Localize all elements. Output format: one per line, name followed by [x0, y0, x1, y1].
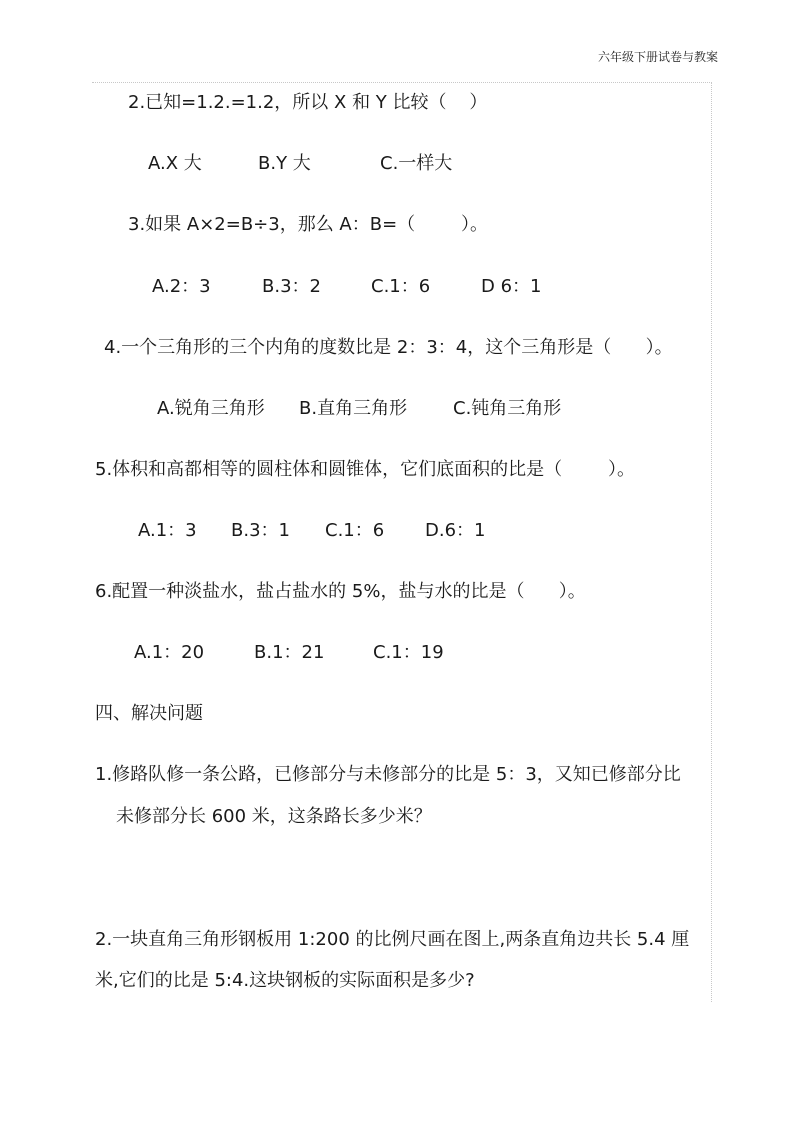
q2-option-a: A.X 大 — [148, 153, 202, 174]
q4-option-b: B.直角三角形 — [299, 398, 408, 419]
question-2: 2.已知=1.2.=1.2，所以 X 和 Y 比较（ ） — [128, 92, 488, 113]
q2-option-c: C.一样大 — [380, 153, 453, 174]
question-3: 3.如果 A×2=B÷3，那么 A：B=（ ）。 — [128, 214, 488, 235]
problem-2-line-1: 2.一块直角三角形钢板用 1:200 的比例尺画在图上,两条直角边共长 5.4 厘 — [95, 929, 690, 950]
q6-option-c: C.1：19 — [373, 642, 444, 663]
question-4: 4.一个三角形的三个内角的度数比是 2：3：4，这个三角形是（ ）。 — [104, 337, 673, 358]
question-6: 6.配置一种淡盐水，盐占盐水的 5%，盐与水的比是（ ）。 — [95, 581, 586, 602]
q6-option-b: B.1：21 — [254, 642, 325, 663]
q5-option-b: B.3：1 — [231, 520, 290, 541]
q3-option-c: C.1：6 — [371, 276, 431, 297]
q5-option-a: A.1：3 — [138, 520, 197, 541]
problem-1-line-2: 未修部分长 600 米，这条路长多少米？ — [116, 806, 432, 827]
page-header: 六年级下册试卷与教案 — [597, 50, 718, 64]
q3-option-b: B.3：2 — [262, 276, 321, 297]
q4-option-c: C.钝角三角形 — [453, 398, 562, 419]
q4-option-a: A.锐角三角形 — [157, 398, 265, 419]
q5-option-c: C.1：6 — [325, 520, 385, 541]
problem-2-line-2: 米,它们的比是 5:4.这块钢板的实际面积是多少? — [95, 970, 475, 991]
section-title: 四、解决问题 — [95, 703, 203, 724]
frame-border-top — [92, 82, 712, 83]
question-5: 5.体积和高都相等的圆柱体和圆锥体，它们底面积的比是（ ）。 — [95, 459, 635, 480]
q3-option-d: D 6：1 — [481, 276, 542, 297]
problem-1-line-1: 1.修路队修一条公路，已修部分与未修部分的比是 5：3，又知已修部分比 — [95, 764, 681, 785]
frame-border-right — [711, 82, 712, 1002]
q5-option-d: D.6：1 — [425, 520, 486, 541]
q3-option-a: A.2：3 — [152, 276, 211, 297]
q6-option-a: A.1：20 — [134, 642, 205, 663]
q2-option-b: B.Y 大 — [258, 153, 311, 174]
